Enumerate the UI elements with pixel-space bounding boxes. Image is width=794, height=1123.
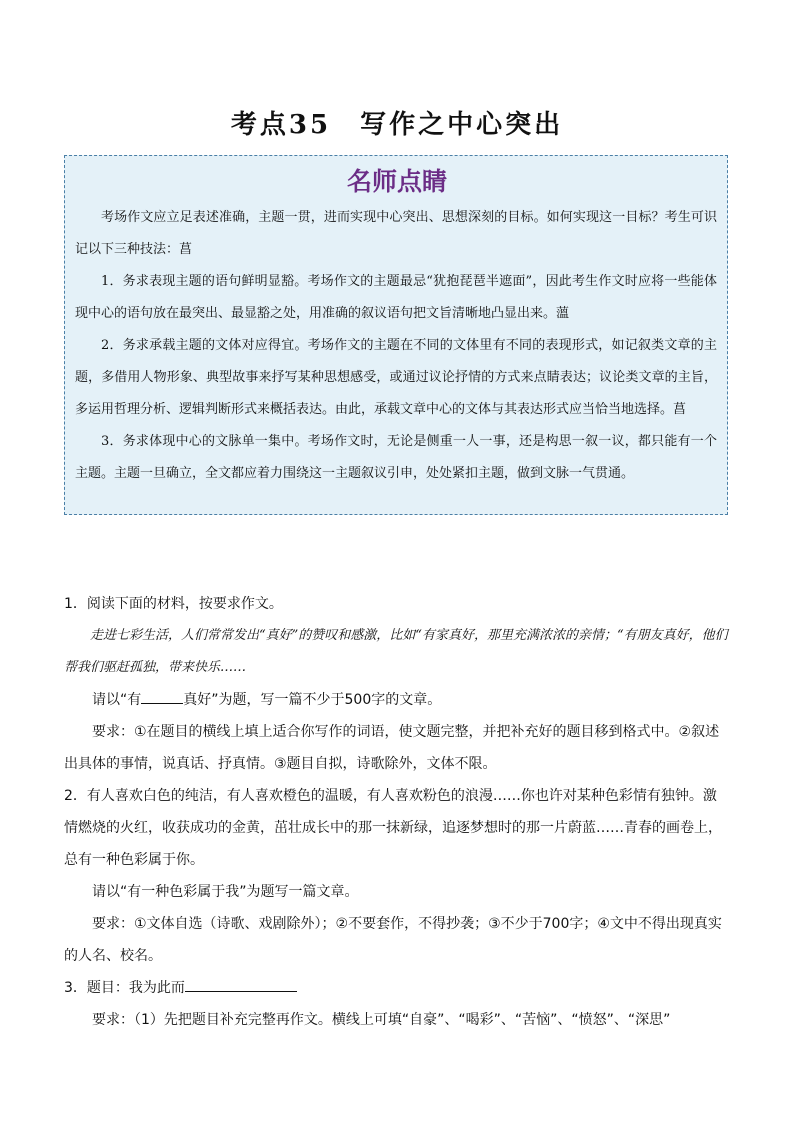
questions-section <box>64 588 730 1036</box>
tip-paragraph-3: 3．务求体现中心的文脉单一集中。考场作文时，无论是侧重一人一事，还是构思一叙一议，都只能有一个主题。主题一旦确立，全文都应着力围绕这一主题叙议引申，处处紧扣主题，做到文脉一气贯通。 <box>75 434 717 481</box>
tip-paragraph-1: 1．务求表现主题的语句鲜明显豁。考场作文的主题最忌“犹抱琵琶半遮面”，因此考生作文时应将一些能体现中心的语句放在最突出、最显豁之处，用准确的叙议语句把文旨清晰地凸显出来。薀 <box>75 274 717 321</box>
question-3-heading <box>64 972 730 1004</box>
tip-box <box>64 155 728 515</box>
tip-text <box>75 202 717 490</box>
question-3-title: 3．题目：我为此而 <box>64 980 185 996</box>
question-1-heading: 1．阅读下面的材料，按要求作文。 <box>64 596 283 612</box>
title-blank-line <box>141 685 183 704</box>
title-blank-line <box>185 973 297 992</box>
question-1-prompt <box>64 684 730 716</box>
question-2-prompt: 请以“有一种色彩属于我”为题写一篇文章。 <box>92 884 359 900</box>
question-1-requirements: 要求：①在题目的横线上填上适合你写作的词语，使文题完整，并把补充好的题目移到格式中。②叙述出具体的事情，说真话、抒真情。③题目自拟，诗歌除外，文体不限。 <box>64 724 720 772</box>
question-3-requirements: 要求：（1）先把题目补充完整再作文。横线上可填“自豪”、“喝彩”、“苦恼”、“愤怒”、“深思” <box>92 1012 671 1028</box>
question-2-requirements: 要求：①文体自选（诗歌、戏剧除外）；②不要套作，不得抄袭；③不少于700字；④文中不得出现真实的人名、校名。 <box>64 916 722 964</box>
tip-paragraph-intro: 考场作文应立足表述准确，主题一贯，进而实现中心突出、思想深刻的目标。如何实现这一目标？考生可识记以下三种技法：菖 <box>75 210 717 257</box>
tip-paragraph-2: 2．务求承载主题的文体对应得宜。考场作文的主题在不同的文体里有不同的表现形式，如记叙类文章的主题，多借用人物形象、典型故事来抒写某种思想感受，或通过议论抒情的方式来点睛表达；议论类文章的主旨，多运用哲理分析、逻辑判断形式来概括表达。由此，承载文章中心的文体与其表达形式应当恰当地选择。菖 <box>75 338 717 417</box>
question-2-heading: 2．有人喜欢白色的纯洁，有人喜欢橙色的温暖，有人喜欢粉色的浪漫……你也许对某种色彩情有独钟。激情燃烧的火红，收获成功的金黄，茁壮成长中的那一抹新绿，追逐梦想时的那一片蔚蓝……青春的画卷上，总有一种色彩属于你。 <box>64 788 722 868</box>
question-1-material: 走进七彩生活，人们常常发出“真好”的赞叹和感激，比如“有家真好，那里充满浓浓的亲情；“有朋友真好，他们帮我们驱赶孤独，带来快乐…… <box>64 628 728 675</box>
page-title: 考点35 写作之中心突出 <box>230 110 564 140</box>
tip-heading: 名师点睛 <box>346 167 447 196</box>
question-1-prompt-start: 请以“有 <box>92 692 142 708</box>
question-1-prompt-end: 真好”为题，写一篇不少于500字的文章。 <box>183 692 442 708</box>
